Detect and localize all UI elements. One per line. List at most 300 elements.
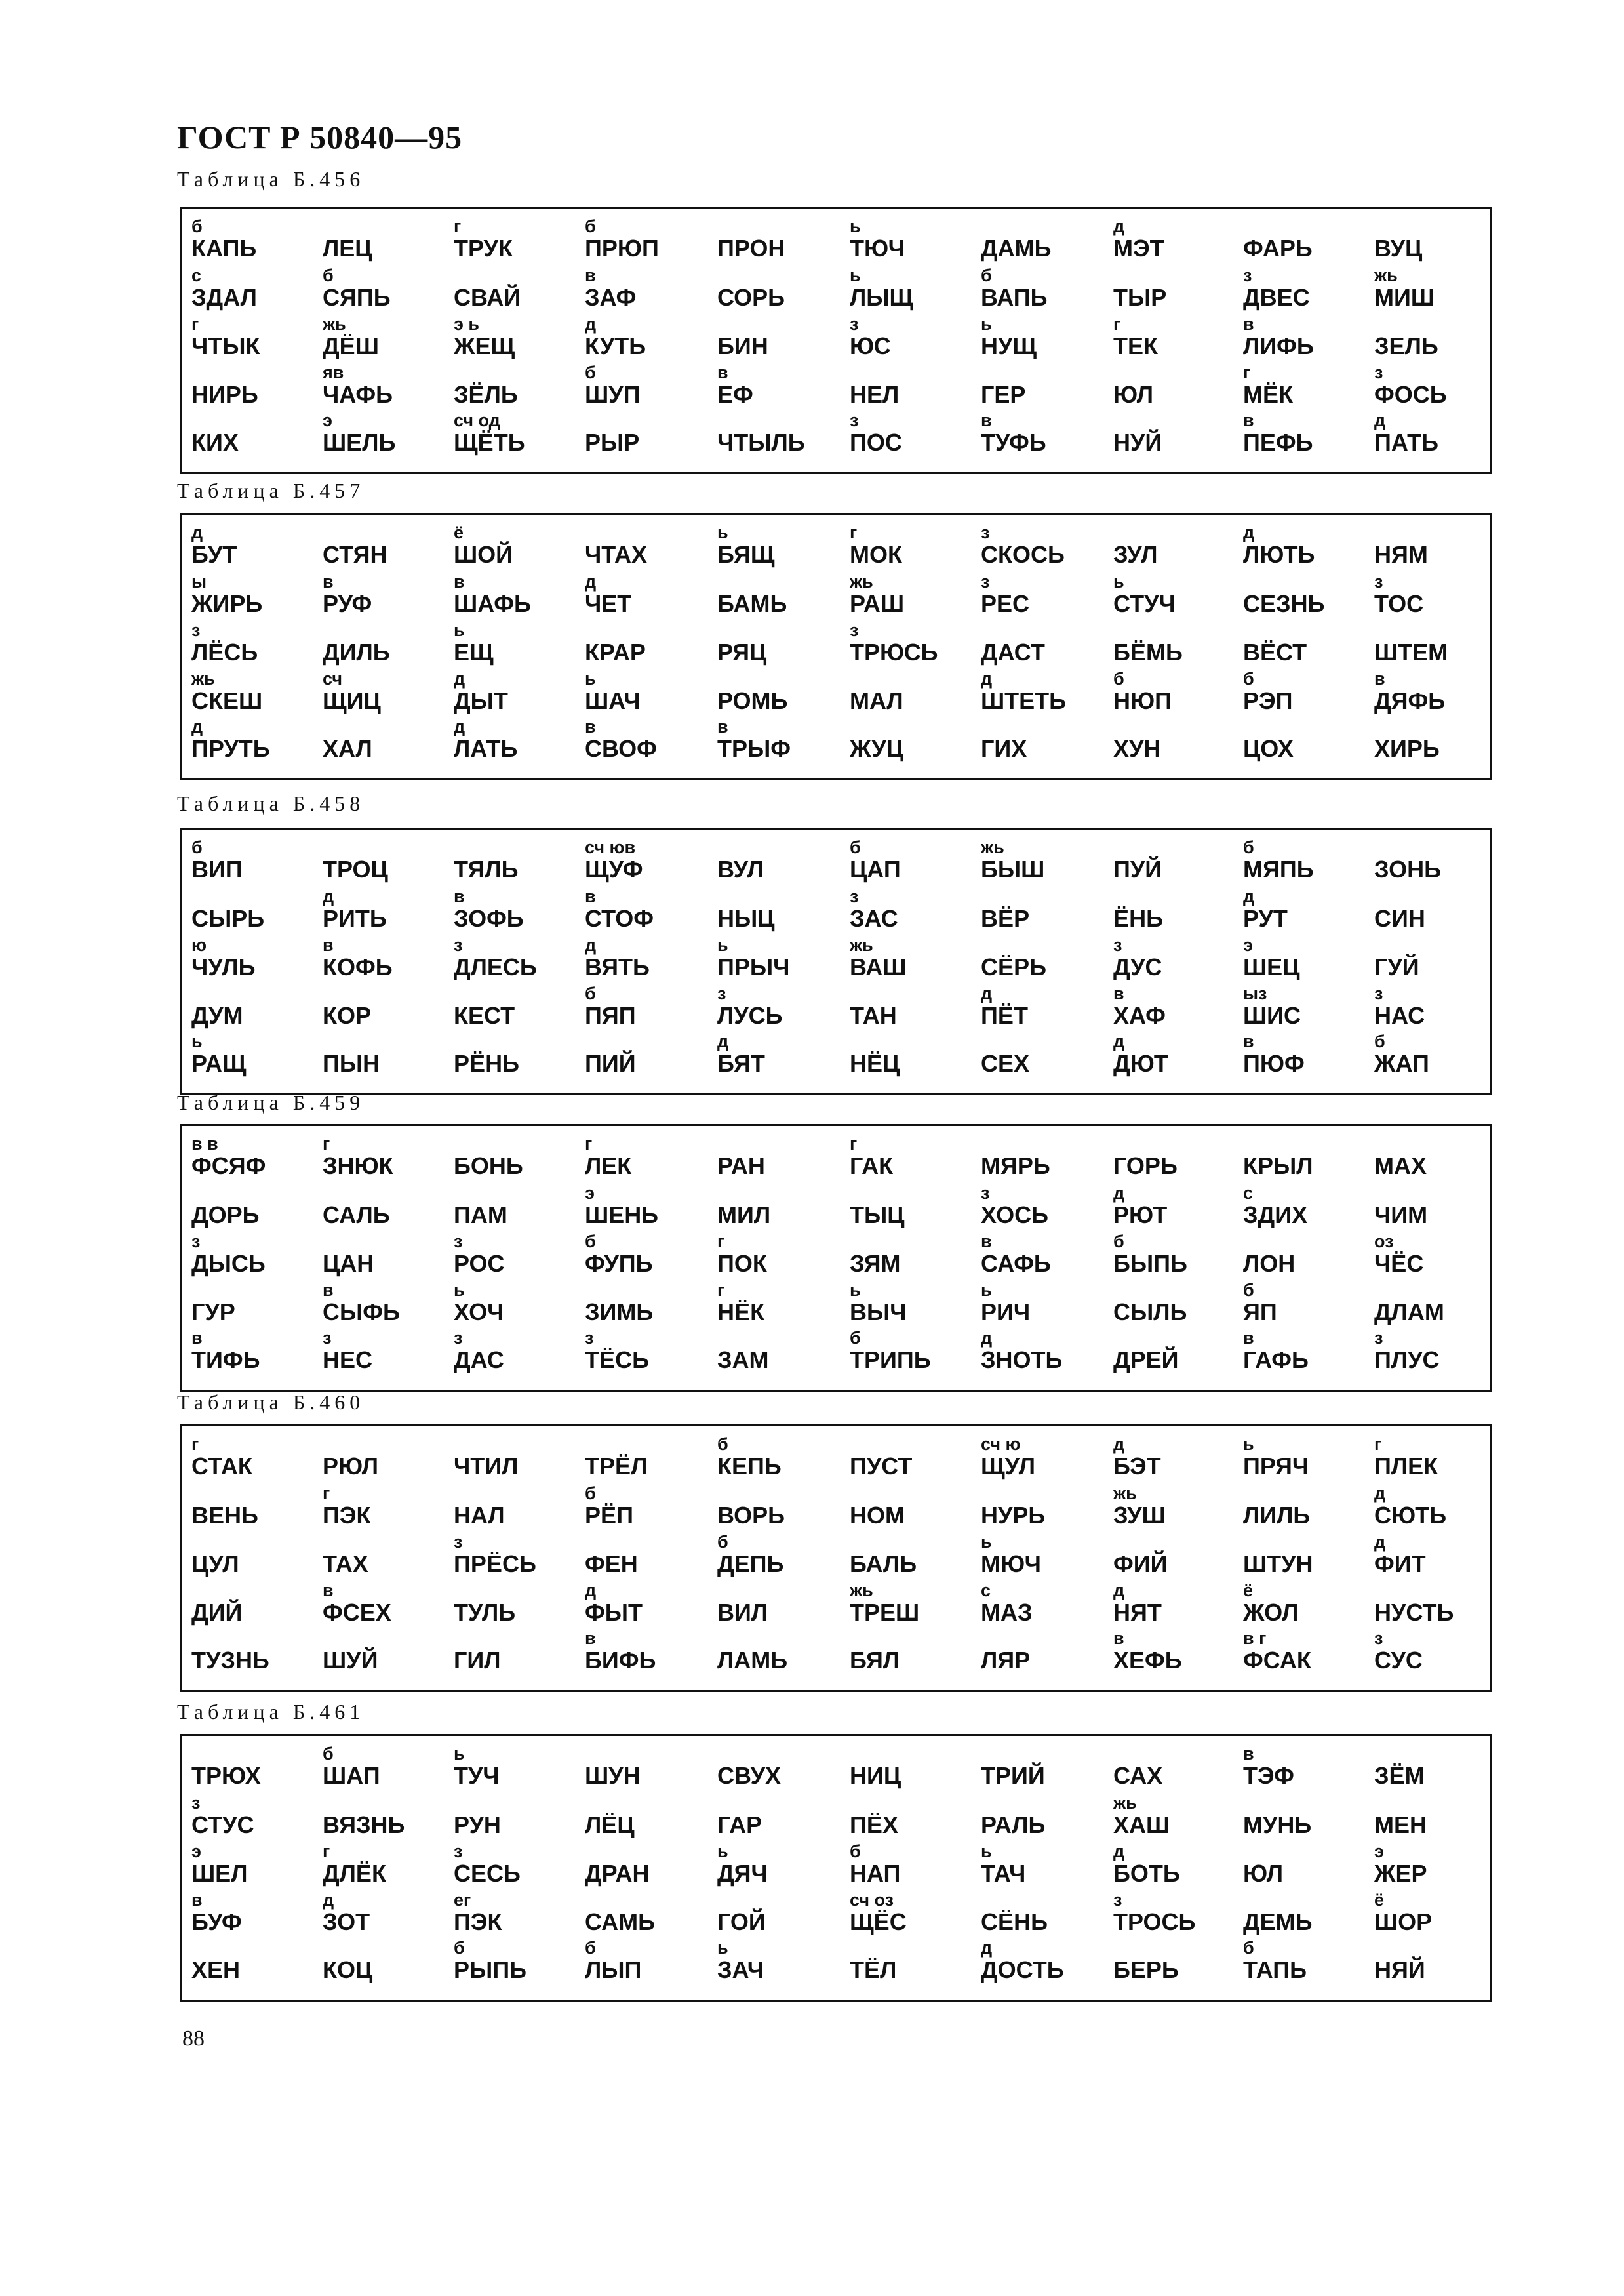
table-cell (1113, 935, 1241, 984)
table-cell (191, 1232, 319, 1280)
table-cell (981, 1280, 1109, 1329)
table-cell (717, 572, 845, 620)
table-cell (585, 314, 713, 363)
table-cell (323, 411, 450, 459)
table-cell (717, 935, 845, 984)
test-word: ЗДАЛ (191, 284, 257, 311)
superscript-letters: жь (850, 935, 873, 955)
test-word: ФЫТ (585, 1599, 643, 1626)
table-cell (1243, 1628, 1371, 1677)
test-word: РЁП (585, 1502, 633, 1529)
table-cell (323, 266, 450, 314)
superscript-letters: э (191, 1842, 201, 1861)
table-cell (717, 887, 845, 935)
superscript-letters: д (323, 1890, 334, 1910)
table-cell (585, 1628, 713, 1677)
table-cell (454, 523, 582, 571)
superscript-letters: б (1243, 837, 1254, 857)
superscript-letters: б (981, 266, 992, 285)
test-word: МЮЧ (981, 1550, 1041, 1577)
table-cell (1113, 1434, 1241, 1483)
test-word: ЛОН (1243, 1250, 1296, 1277)
test-word: ДУС (1113, 954, 1162, 980)
superscript-letters: д (1113, 1183, 1125, 1203)
test-word: ДОСТЬ (981, 1956, 1064, 1983)
table-cell (191, 1328, 319, 1377)
table-cell (585, 669, 713, 717)
superscript-letters: з (454, 1842, 463, 1861)
superscript-letters: г (717, 1280, 725, 1300)
test-word: РОМЬ (717, 687, 788, 714)
test-word: ЗЁМ (1374, 1762, 1425, 1789)
table-cell (1374, 572, 1502, 620)
table-cell (1243, 669, 1371, 717)
table-cell (850, 266, 978, 314)
test-word: ФАРЬ (1243, 235, 1313, 262)
table-row (182, 1483, 1490, 1532)
superscript-letters: жь (191, 669, 215, 689)
test-word: ТЮЧ (850, 235, 905, 262)
superscript-letters: э (585, 1183, 595, 1203)
test-word: ПЛУС (1374, 1346, 1440, 1373)
table-cell (1374, 887, 1502, 935)
superscript-letters: в (191, 1890, 203, 1910)
test-word: ЗОНЬ (1374, 856, 1441, 883)
superscript-letters: ь (981, 1532, 992, 1552)
table-cell (981, 1032, 1109, 1080)
test-word: ЗОФЬ (454, 905, 524, 932)
test-word: РУФ (323, 590, 372, 617)
table-cell (717, 1744, 845, 1792)
table-cell (454, 363, 582, 411)
document-title: ГОСТ Р 50840—95 (177, 119, 463, 155)
test-word: РЕС (981, 590, 1030, 617)
superscript-letters: б (717, 1532, 728, 1552)
table-cell (191, 1280, 319, 1329)
superscript-letters: г (323, 1134, 330, 1154)
table-cell (1374, 1328, 1502, 1377)
superscript-letters: б (1243, 1280, 1254, 1300)
test-word: ДЁШ (323, 332, 379, 359)
table-cell (981, 1890, 1109, 1939)
table-caption: Таблица Б.461 (177, 1700, 365, 1723)
test-word: ВЁР (981, 905, 1030, 932)
test-word: СЕЗНЬ (1243, 590, 1325, 617)
test-word: ВИЛ (717, 1599, 768, 1626)
superscript-letters: ь (454, 1280, 465, 1300)
table-cell (717, 523, 845, 571)
test-word: НЁЦ (850, 1050, 900, 1077)
test-word: ПРЯЧ (1243, 1453, 1309, 1480)
table-cell (454, 1328, 582, 1377)
table-cell (1374, 1232, 1502, 1280)
test-word: ЖИРЬ (191, 590, 263, 617)
superscript-letters: в (585, 887, 596, 906)
superscript-letters: ь (981, 1280, 992, 1300)
superscript-letters: в (1374, 669, 1385, 689)
test-word: СТУС (191, 1811, 254, 1838)
table-cell (1374, 1581, 1502, 1629)
table-cell (585, 523, 713, 571)
table-cell (323, 1938, 450, 1986)
test-word: НЁК (717, 1299, 765, 1325)
test-word: ТУЧ (454, 1762, 500, 1789)
superscript-letters: д (717, 1032, 729, 1051)
table-cell (717, 1628, 845, 1677)
table-cell (585, 1793, 713, 1842)
table-cell (191, 620, 319, 669)
table-cell (717, 837, 845, 886)
table-cell (717, 984, 845, 1032)
table-cell (323, 669, 450, 717)
test-word: ЮС (850, 332, 891, 359)
test-word: ТАПЬ (1243, 1956, 1307, 1983)
test-word: ШОР (1374, 1908, 1433, 1935)
table-cell (585, 1483, 713, 1532)
test-word: РЫПЬ (454, 1956, 527, 1983)
superscript-letters: б (1374, 1032, 1385, 1051)
table-cell (1374, 1744, 1502, 1792)
table-cell (1243, 1134, 1371, 1182)
superscript-letters: б (1113, 1232, 1124, 1251)
test-word: ЛЕК (585, 1152, 632, 1179)
test-word: ЗЯМ (850, 1250, 901, 1277)
table-cell (850, 1134, 978, 1182)
superscript-letters: д (585, 935, 597, 955)
table-cell (1243, 1532, 1371, 1581)
table-cell (1113, 363, 1241, 411)
test-word: ДЛЁК (323, 1860, 386, 1887)
table-cell (323, 1328, 450, 1377)
test-word: ШАФЬ (454, 590, 531, 617)
table-row (182, 1938, 1490, 1986)
test-word: ШЕНЬ (585, 1201, 659, 1228)
table-cell (1243, 1581, 1371, 1629)
table-cell (981, 411, 1109, 459)
test-word: ПАТЬ (1374, 429, 1438, 456)
superscript-letters: б (850, 1328, 861, 1348)
table-cell (1374, 363, 1502, 411)
table-cell (850, 984, 978, 1032)
table-cell (1243, 887, 1371, 935)
test-word: КЕСТ (454, 1002, 515, 1029)
table-cell (717, 669, 845, 717)
table-cell (191, 1628, 319, 1677)
table-cell (850, 1232, 978, 1280)
table-cell (323, 1842, 450, 1890)
test-word: СКЕШ (191, 687, 263, 714)
test-word: ДЛАМ (1374, 1299, 1444, 1325)
table-cell (850, 1793, 978, 1842)
table-cell (717, 266, 845, 314)
table-cell (323, 523, 450, 571)
table-cell (323, 363, 450, 411)
superscript-letters: яв (323, 363, 344, 382)
superscript-letters: д (585, 1581, 597, 1600)
table-cell (1113, 1581, 1241, 1629)
table-row (182, 1232, 1490, 1280)
superscript-letters: ь (454, 620, 465, 640)
table-caption: Таблица Б.459 (177, 1091, 365, 1114)
test-word: СТУЧ (1113, 590, 1176, 617)
table-cell (981, 1842, 1109, 1890)
test-word: ШУН (585, 1762, 641, 1789)
table-cell (191, 717, 319, 765)
table-cell (1113, 411, 1241, 459)
test-word: НУРЬ (981, 1502, 1046, 1529)
table-cell (1243, 1842, 1371, 1890)
table-row (182, 1032, 1490, 1080)
superscript-letters: в (1243, 1032, 1254, 1051)
test-word: НЕС (323, 1346, 373, 1373)
superscript-letters: в (585, 717, 596, 736)
superscript-letters: д (585, 314, 597, 334)
table-cell (1113, 1744, 1241, 1792)
table-cell (323, 1232, 450, 1280)
table-cell (191, 1890, 319, 1939)
test-word: СУС (1374, 1647, 1423, 1674)
table-cell (717, 717, 845, 765)
table-row (182, 1793, 1490, 1842)
superscript-letters: д (1113, 1434, 1125, 1454)
table-cell (1113, 1532, 1241, 1581)
test-word: СВАЙ (454, 284, 521, 311)
table-cell (323, 984, 450, 1032)
table-cell (1374, 620, 1502, 669)
test-word: ТУЗНЬ (191, 1647, 269, 1674)
table-cell (454, 887, 582, 935)
table-cell (454, 1532, 582, 1581)
test-word: РИТЬ (323, 905, 387, 932)
table-cell (585, 1938, 713, 1986)
test-word: БИФЬ (585, 1647, 656, 1674)
superscript-letters: сч од (454, 411, 500, 430)
test-word: СЕСЬ (454, 1860, 521, 1887)
test-word: ДЛЕСЬ (454, 954, 537, 980)
table-cell (717, 1793, 845, 1842)
table-cell (323, 1581, 450, 1629)
test-word: КОЦ (323, 1956, 373, 1983)
test-word: ДЯФЬ (1374, 687, 1446, 714)
test-word: БУФ (191, 1908, 242, 1935)
test-word: ЩУЛ (981, 1453, 1035, 1480)
table-cell (454, 1628, 582, 1677)
table-cell (585, 1328, 713, 1377)
table-cell (981, 717, 1109, 765)
superscript-letters: з (1374, 1628, 1383, 1648)
test-word: ЗУЛ (1113, 541, 1158, 568)
test-word: ВЯЗНЬ (323, 1811, 405, 1838)
table-cell (850, 1032, 978, 1080)
table-cell (191, 1483, 319, 1532)
test-word: НОМ (850, 1502, 905, 1529)
table-cell (1243, 620, 1371, 669)
table-cell (191, 984, 319, 1032)
table-cell (585, 620, 713, 669)
table-caption: Таблица Б.457 (177, 479, 365, 502)
superscript-letters: б (585, 984, 596, 1003)
table-cell (717, 1328, 845, 1377)
superscript-letters: жь (850, 572, 873, 592)
table-cell (585, 1232, 713, 1280)
table-cell (454, 1232, 582, 1280)
table-cell (850, 1938, 978, 1986)
superscript-letters: в (1113, 1628, 1124, 1648)
test-word: ЮЛ (1113, 381, 1154, 408)
test-word: ЗДИХ (1243, 1201, 1308, 1228)
test-word: ДРАН (585, 1860, 650, 1887)
table-cell (1113, 1183, 1241, 1232)
superscript-letters: б (454, 1938, 465, 1958)
test-word: ДВЕС (1243, 284, 1310, 311)
superscript-letters: э ь (454, 314, 480, 334)
test-word: ТРЫФ (717, 735, 791, 762)
table-cell (454, 314, 582, 363)
table-cell (191, 1744, 319, 1792)
superscript-letters: в (585, 266, 596, 285)
superscript-letters: ь (850, 266, 861, 285)
superscript-letters: б (1113, 669, 1124, 689)
test-word: РИЧ (981, 1299, 1031, 1325)
table-cell (981, 1581, 1109, 1629)
superscript-letters: ю (191, 935, 207, 955)
table-cell (585, 887, 713, 935)
test-word: МЯРЬ (981, 1152, 1050, 1179)
test-word: РЮЛ (323, 1453, 379, 1480)
test-word: ЩЁС (850, 1908, 907, 1935)
table-cell (454, 935, 582, 984)
test-word: ПЭК (454, 1908, 502, 1935)
superscript-letters: ь (850, 1280, 861, 1300)
test-word: СЯПЬ (323, 284, 391, 311)
superscript-letters: ь (454, 1744, 465, 1763)
test-word: ЛЯР (981, 1647, 1031, 1674)
superscript-letters: з (981, 572, 990, 592)
test-word: ПЛЕК (1374, 1453, 1438, 1480)
test-word: НУЙ (1113, 429, 1162, 456)
table-row (182, 1890, 1490, 1939)
test-word: НЯТ (1113, 1599, 1162, 1626)
table-cell (850, 669, 978, 717)
test-word: ЧИМ (1374, 1201, 1428, 1228)
test-word: БЁМЬ (1113, 639, 1183, 666)
superscript-letters: б (1243, 1938, 1254, 1958)
table-cell (981, 523, 1109, 571)
table-cell (981, 1744, 1109, 1792)
test-word: КРЫЛ (1243, 1152, 1313, 1179)
superscript-letters: в (323, 1280, 334, 1300)
test-word: МЕН (1374, 1811, 1427, 1838)
table-cell (454, 1793, 582, 1842)
superscript-letters: б (850, 1842, 861, 1861)
test-word: ФСЕХ (323, 1599, 391, 1626)
test-word: ШУЙ (323, 1647, 378, 1674)
table-cell (850, 1842, 978, 1890)
superscript-letters: ь (1113, 572, 1124, 592)
table-cell (191, 1032, 319, 1080)
test-word: ДЮТ (1113, 1050, 1168, 1077)
table-cell (717, 1280, 845, 1329)
test-word: ЁНЬ (1113, 905, 1163, 932)
superscript-letters: з (1374, 984, 1383, 1003)
superscript-letters: з (981, 523, 990, 542)
table-cell (717, 411, 845, 459)
table-cell (1113, 1842, 1241, 1890)
test-word: ЗИМЬ (585, 1299, 654, 1325)
superscript-letters: ь (717, 935, 728, 955)
table-cell (981, 984, 1109, 1032)
superscript-letters: сч юв (585, 837, 636, 857)
table-cell (717, 363, 845, 411)
word-table (180, 207, 1492, 474)
table-cell (981, 1434, 1109, 1483)
table-row (182, 1842, 1490, 1890)
test-word: ЖЕР (1374, 1860, 1427, 1887)
test-word: ТАЧ (981, 1860, 1026, 1887)
superscript-letters: в в (191, 1134, 218, 1154)
test-word: ПРЮП (585, 235, 659, 262)
superscript-letters: оз (1374, 1232, 1394, 1251)
test-word: СЁРЬ (981, 954, 1046, 980)
word-table (180, 1734, 1492, 2002)
test-word: ТЕК (1113, 332, 1158, 359)
table-cell (850, 314, 978, 363)
table-cell (1113, 1280, 1241, 1329)
table-cell (981, 620, 1109, 669)
test-word: ПЕФЬ (1243, 429, 1313, 456)
test-word: ПЁТ (981, 1002, 1028, 1029)
test-word: ВИП (191, 856, 243, 883)
table-cell (191, 887, 319, 935)
test-word: БЕРЬ (1113, 1956, 1179, 1983)
superscript-letters: жь (323, 314, 346, 334)
table-cell (191, 523, 319, 571)
superscript-letters: д (1374, 1483, 1386, 1503)
test-word: ШЕЛЬ (323, 429, 396, 456)
test-word: ШИС (1243, 1002, 1301, 1029)
table-cell (1113, 620, 1241, 669)
superscript-letters: ь (981, 1842, 992, 1861)
table-cell (1243, 572, 1371, 620)
table-cell (1243, 837, 1371, 886)
table-cell (1113, 266, 1241, 314)
table-cell (454, 620, 582, 669)
table-row (182, 935, 1490, 984)
superscript-letters: с (1243, 1183, 1254, 1203)
superscript-letters: з (323, 1328, 332, 1348)
table-row (182, 363, 1490, 411)
test-word: ШТЕТЬ (981, 687, 1067, 714)
table-cell (717, 1938, 845, 1986)
test-word: НАЛ (454, 1502, 505, 1529)
superscript-letters: б (585, 1483, 596, 1503)
table-cell (323, 620, 450, 669)
table-cell (1374, 1938, 1502, 1986)
superscript-letters: б (585, 1232, 596, 1251)
table-row (182, 669, 1490, 717)
table-cell (454, 1842, 582, 1890)
table-cell (1113, 572, 1241, 620)
test-word: ЧТАХ (585, 541, 648, 568)
superscript-letters: б (585, 1938, 596, 1958)
table-cell (454, 266, 582, 314)
superscript-letters: ь (1243, 1434, 1254, 1454)
test-word: ЧТИЛ (454, 1453, 519, 1480)
superscript-letters: в (1243, 1744, 1254, 1763)
test-word: МИШ (1374, 284, 1435, 311)
test-word: ГИХ (981, 735, 1027, 762)
test-word: НЫЦ (717, 905, 775, 932)
